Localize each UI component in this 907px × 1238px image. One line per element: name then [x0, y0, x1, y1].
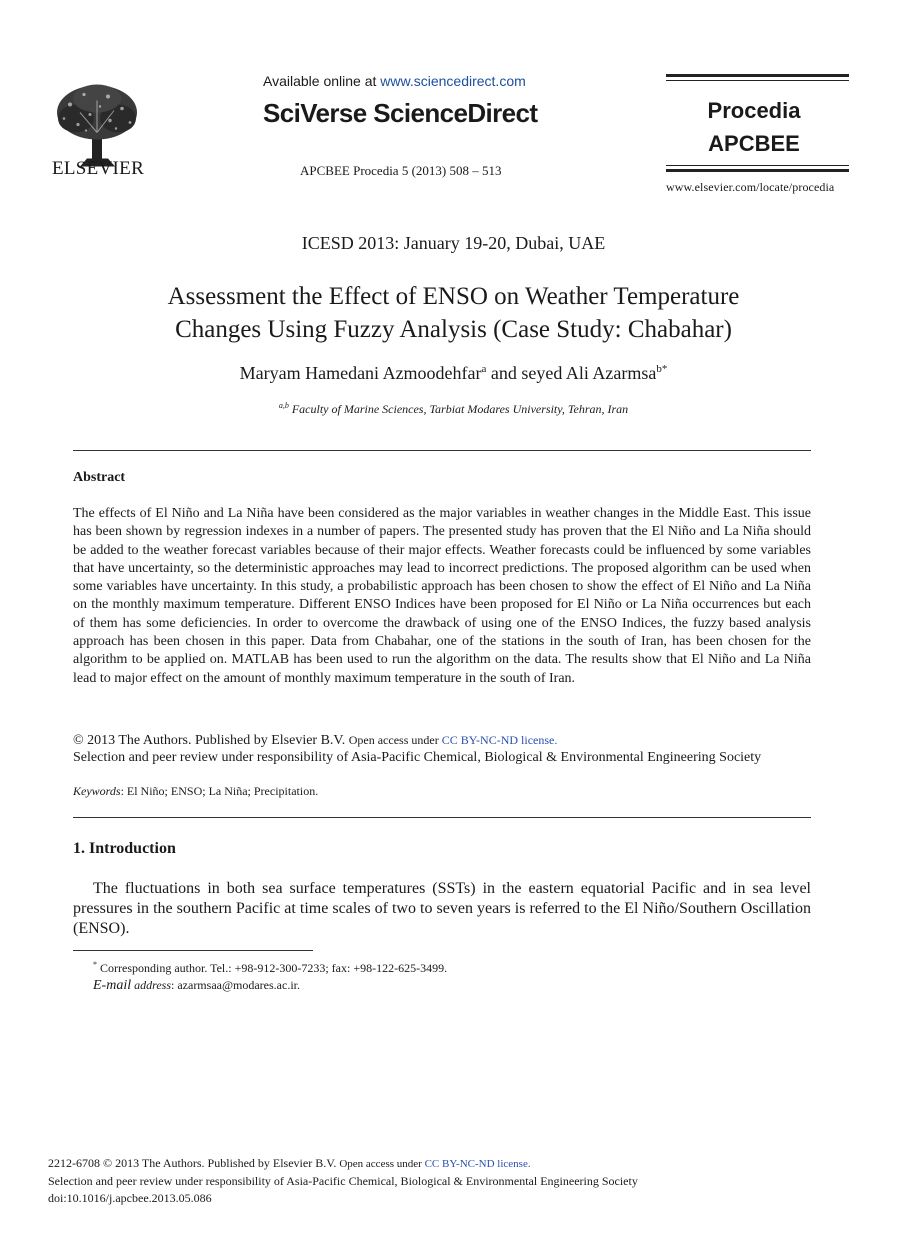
author-joiner: and	[486, 363, 522, 383]
author-2-mark: b*	[656, 363, 668, 375]
procedia-top-rule	[666, 74, 849, 77]
peer-review-line: Selection and peer review under responsibility of Asia-Pacific Chemical, Biological & Environmental Engineering Society	[73, 750, 762, 765]
copyright-line	[73, 732, 761, 749]
sciencedirect-link[interactable]: www.sciencedirect.com	[380, 73, 526, 89]
email-address-label: address	[131, 978, 171, 992]
license-link[interactable]: CC BY-NC-ND license.	[441, 733, 558, 747]
footnote-author-text: Corresponding author. Tel.: +98-912-300-7233; fax: +98-122-625-3499.	[97, 961, 448, 975]
footnote-email	[93, 978, 300, 994]
abstract-top-rule	[73, 450, 811, 451]
keywords-label: Keywords	[73, 784, 121, 798]
keywords-list: : El Niño; ENSO; La Niña; Precipitation.	[120, 784, 319, 798]
doi-line[interactable]: doi:10.1016/j.apcbee.2013.05.086	[48, 1191, 212, 1205]
paper-title-line1: Assessment the Effect of ENSO on Weather Temperature	[167, 283, 740, 310]
affiliation-mark: a,b	[278, 401, 289, 410]
journal-reference: APCBEE Procedia 5 (2013) 508 – 513	[300, 163, 502, 178]
footnote-mark: *	[93, 960, 97, 969]
intro-paragraph: The fluctuations in both sea surface temperatures (SSTs) in the eastern equatorial Pacific and in sea level pressures in the southern Pacific at time scales of two to seven years is referred to the El Niño/Southern Oscillation (ENSO).	[73, 880, 811, 937]
available-prefix: Available online at	[263, 73, 381, 89]
procedia-title-line2: APCBEE	[708, 131, 800, 156]
available-online-line	[263, 73, 526, 89]
authors-line	[0, 363, 907, 384]
author-1-mark: a	[481, 363, 487, 375]
bottom-license-link[interactable]: CC BY-NC-ND license.	[424, 1158, 531, 1170]
email-label: E-mail	[93, 978, 132, 993]
abstract-heading: Abstract	[73, 470, 126, 485]
affiliation-text: Faculty of Marine Sciences, Tarbiat Modares University, Tehran, Iran	[288, 402, 629, 416]
publisher-name: ELSEVIER	[51, 158, 145, 179]
issn-line	[48, 1155, 638, 1173]
issn-text: 2212-6708 © 2013 The Authors. Published by Elsevier B.V.	[48, 1156, 340, 1170]
procedia-title-line1: Procedia	[707, 98, 801, 123]
bottom-open-access-text: Open access under	[339, 1158, 425, 1170]
intro-heading: 1. Introduction	[73, 840, 176, 857]
email-value[interactable]: : azarmsaa@modares.ac.ir.	[171, 978, 300, 992]
platform-name: SciVerse ScienceDirect	[263, 98, 538, 128]
bottom-peer-review-line: Selection and peer review under responsibility of Asia-Pacific Chemical, Biological & Environmental Engineering Society	[48, 1174, 638, 1188]
abstract-bottom-rule	[73, 817, 811, 818]
procedia-top-rule-thin	[666, 80, 849, 81]
procedia-bottom-rule-thin	[666, 165, 849, 166]
copyright-text: © 2013 The Authors. Published by Elsevier B.V.	[73, 733, 349, 748]
author-2: seyed Ali Azarmsa	[521, 363, 657, 383]
footnote-corresponding-author	[93, 960, 447, 976]
conference-line: ICESD 2013: January 19-20, Dubai, UAE	[301, 233, 606, 253]
open-access-text: Open access under	[348, 733, 442, 747]
affiliation-line	[0, 401, 907, 417]
abstract-text: The effects of El Niño and La Niña have been considered as the major variables in weather changes in the Middle East. This issue has been shown by regression indexes in a number of papers. The presented study has proven that the El Niño and La Niña should be added to the weather forecast variables because of their major effects. Weather forecasts could be influenced by some variables that have uncertainty, so the deterministic approaches may lead to incorrect predictions. The proposed algorithm can be used when some variables have uncertainty. In this study, a probabilistic approach has been chosen to show the effect of El Niño and La Niña on the monthly maximum temperature. Different ENSO Indices have been proposed for El Niño or La Niña occurrences but each of them has some deficiencies. In order to overcome the drawback of using one of the ENSO Indices, the fuzzy based analysis approach has been chosen in this paper. Data from Chabahar, one of the stations in the south of Iran, has been chosen for the algorithm to be applied on. MATLAB has been used to run the algorithm on the data. The results show that El Niño and La Niña lead to major effect on the amount of monthly maximum temperature in the south of Iran.	[73, 506, 811, 686]
keywords-line	[73, 784, 318, 799]
author-1: Maryam Hamedani Azmoodehfar	[239, 363, 482, 383]
footnote-rule	[73, 950, 313, 951]
copyright-block	[73, 732, 761, 766]
paper-title-line2: Changes Using Fuzzy Analysis (Case Study: Chabahar)	[175, 316, 732, 343]
paper-title	[80, 280, 827, 346]
locate-url[interactable]: www.elsevier.com/locate/procedia	[666, 180, 835, 194]
bottom-publication-info	[48, 1155, 638, 1207]
procedia-bottom-rule	[666, 169, 849, 172]
procedia-journal-title	[668, 94, 840, 160]
